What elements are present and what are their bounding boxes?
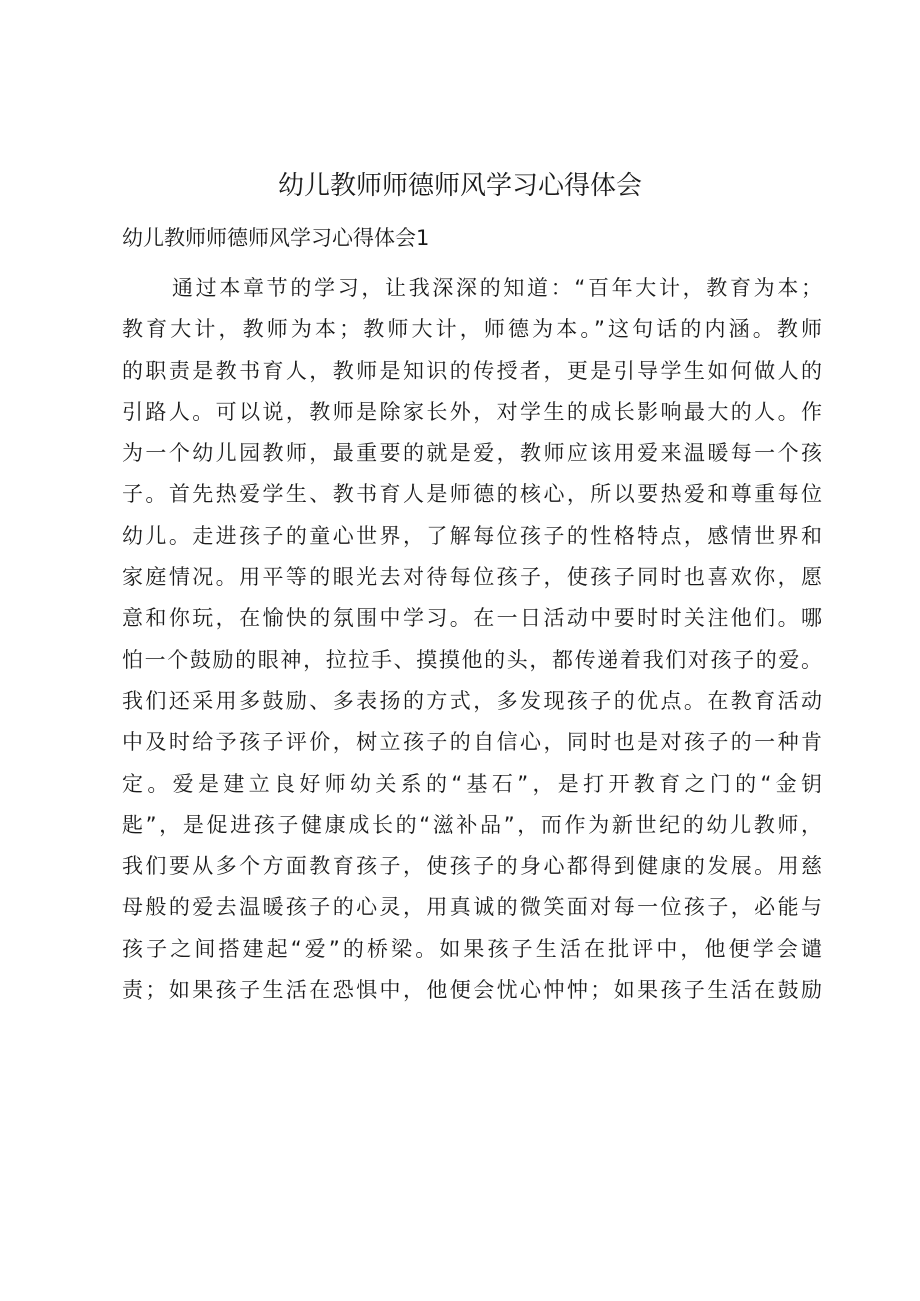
paragraph-line: 母般的爱去温暖孩子的心灵，用真诚的微笑面对每一位孩子，必能与 (122, 895, 822, 920)
paragraph-line: 为一个幼儿园教师，最重要的就是爱，教师应该用爱来温暖每一个孩 (122, 441, 822, 466)
paragraph-line: 责；如果孩子生活在恐惧中，他便会忧心忡忡；如果孩子生活在鼓励 (122, 978, 822, 1003)
paragraph-line: 家庭情况。用平等的眼光去对待每位孩子，使孩子同时也喜欢你，愿 (122, 565, 822, 590)
paragraph-line: 幼儿。走进孩子的童心世界，了解每位孩子的性格特点，感情世界和 (122, 523, 822, 548)
section-heading: 幼儿教师师德师风学习心得体会1 (122, 226, 430, 250)
paragraph-line: 定。爱是建立良好师幼关系的“基石”，是打开教育之门的“金钥 (122, 771, 822, 796)
paragraph-line: 教育大计，教师为本；教师大计，师德为本。”这句话的内涵。教师 (122, 317, 822, 342)
paragraph-line: 意和你玩，在愉快的氛围中学习。在一日活动中要时时关注他们。哪 (122, 606, 822, 631)
document-title: 幼儿教师师德师风学习心得体会 (277, 171, 642, 201)
paragraph-line: 我们还采用多鼓励、多表扬的方式，多发现孩子的优点。在教育活动 (122, 688, 822, 713)
paragraph-line: 匙”，是促进孩子健康成长的“滋补品”，而作为新世纪的幼儿教师， (122, 812, 822, 837)
paragraph-line: 引路人。可以说，教师是除家长外，对学生的成长影响最大的人。作 (122, 399, 822, 424)
paragraph-line: 怕一个鼓励的眼神，拉拉手、摸摸他的头，都传递着我们对孩子的爱。 (122, 647, 822, 672)
paragraph-line: 子。首先热爱学生、教书育人是师德的核心，所以要热爱和尊重每位 (122, 482, 822, 507)
paragraph-line: 中及时给予孩子评价，树立孩子的自信心，同时也是对孩子的一种肯 (122, 730, 822, 755)
paragraph-line: 我们要从多个方面教育孩子，使孩子的身心都得到健康的发展。用慈 (122, 854, 822, 879)
paragraph-line: 孩子之间搭建起“爱”的桥梁。如果孩子生活在批评中，他便学会谴 (122, 936, 822, 961)
paragraph-line: 通过本章节的学习，让我深深的知道：“百年大计，教育为本； (172, 276, 822, 300)
body-paragraph (122, 268, 822, 1011)
paragraph-line: 的职责是教书育人，教师是知识的传授者，更是引导学生如何做人的 (122, 358, 822, 383)
